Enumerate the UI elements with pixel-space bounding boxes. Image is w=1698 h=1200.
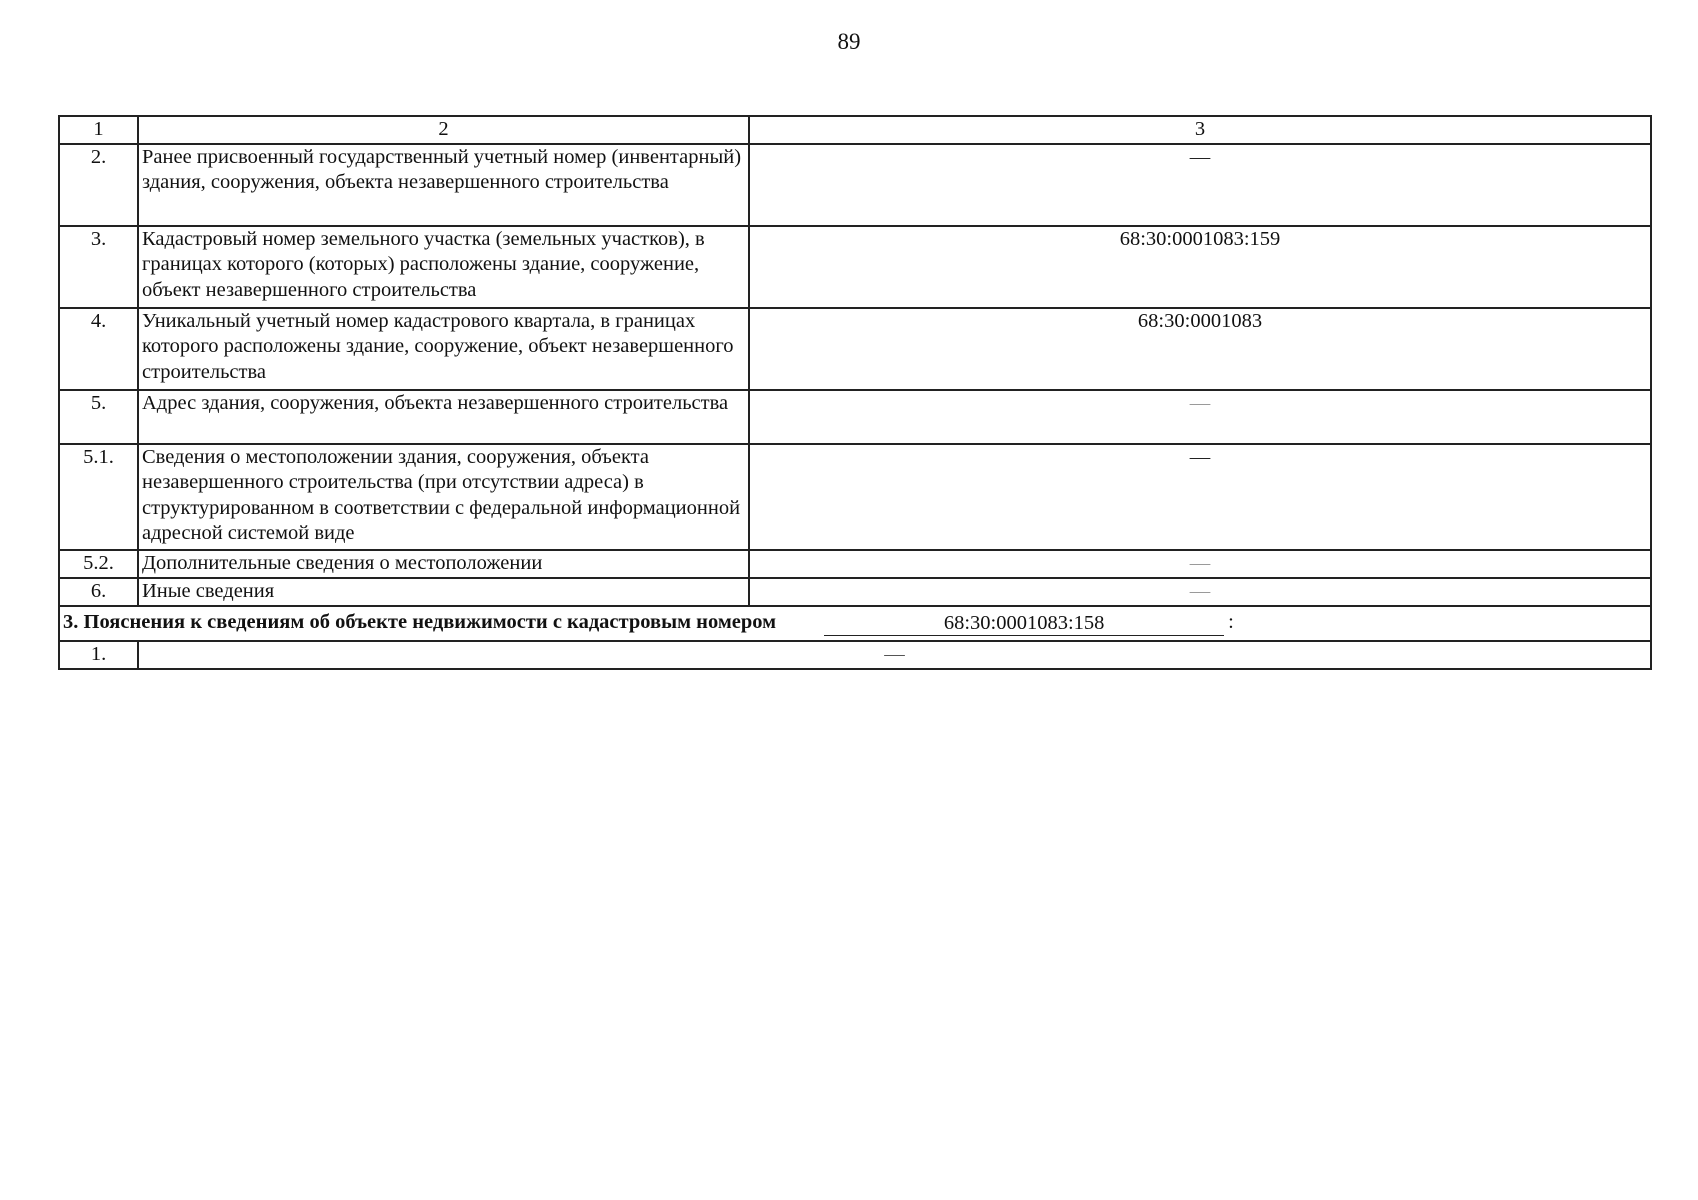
table-header-row [59, 116, 1651, 144]
row-label: Иные сведения [138, 578, 749, 606]
row-value: — [749, 550, 1651, 578]
row-number: 4. [59, 308, 138, 390]
table-row [59, 641, 1651, 669]
row-value: 68:30:0001083:159 [749, 226, 1651, 308]
row-label: Уникальный учетный номер кадастрового квартала, в границах которого расположены здание, сооружение, объект незавершенного строительства [138, 308, 749, 390]
row-value: — [749, 444, 1651, 550]
table-row [59, 444, 1651, 550]
row-value: — [749, 390, 1651, 444]
table-row [59, 390, 1651, 444]
table-row [59, 550, 1651, 578]
row-number: 5.2. [59, 550, 138, 578]
row-value: — [749, 578, 1651, 606]
row-number: 5. [59, 390, 138, 444]
table-row [59, 144, 1651, 226]
row-value: — [749, 144, 1651, 226]
column-header-3: 3 [749, 116, 1651, 144]
table-row [59, 308, 1651, 390]
page-number: 89 [837, 29, 861, 54]
row-number: 2. [59, 144, 138, 226]
row-value: — [138, 641, 1651, 669]
section-title: 3. Пояснения к сведениям об объекте недвижимости с кадастровым номером [63, 611, 777, 634]
section-header-row [59, 606, 1651, 641]
row-value: 68:30:0001083 [749, 308, 1651, 390]
row-label: Кадастровый номер земельного участка (земельных участков), в границах которого (которых) расположены здание, сооружение, объект незавершенного строительства [138, 226, 749, 308]
row-number: 6. [59, 578, 138, 606]
row-label: Адрес здания, сооружения, объекта незавершенного строительства [138, 390, 749, 444]
table-row [59, 226, 1651, 308]
row-number: 3. [59, 226, 138, 308]
section-cadastral-number: 68:30:0001083:158 [824, 611, 1224, 636]
column-header-1: 1 [59, 116, 138, 144]
row-number: 5.1. [59, 444, 138, 550]
row-label: Ранее присвоенный государственный учетный номер (инвентарный) здания, сооружения, объекта незавершенного строительства [138, 144, 749, 226]
table-row [59, 578, 1651, 606]
section-header-cell [59, 606, 1651, 641]
row-label: Дополнительные сведения о местоположении [138, 550, 749, 578]
row-label: Сведения о местоположении здания, сооружения, объекта незавершенного строительства (при отсутствии адреса) в структурированном в соответствии с федеральной информационной адресной системой виде [138, 444, 749, 550]
row-number: 1. [59, 641, 138, 669]
cadastral-info-table [58, 115, 1652, 670]
section-colon: : [1228, 611, 1234, 634]
column-header-2: 2 [138, 116, 749, 144]
